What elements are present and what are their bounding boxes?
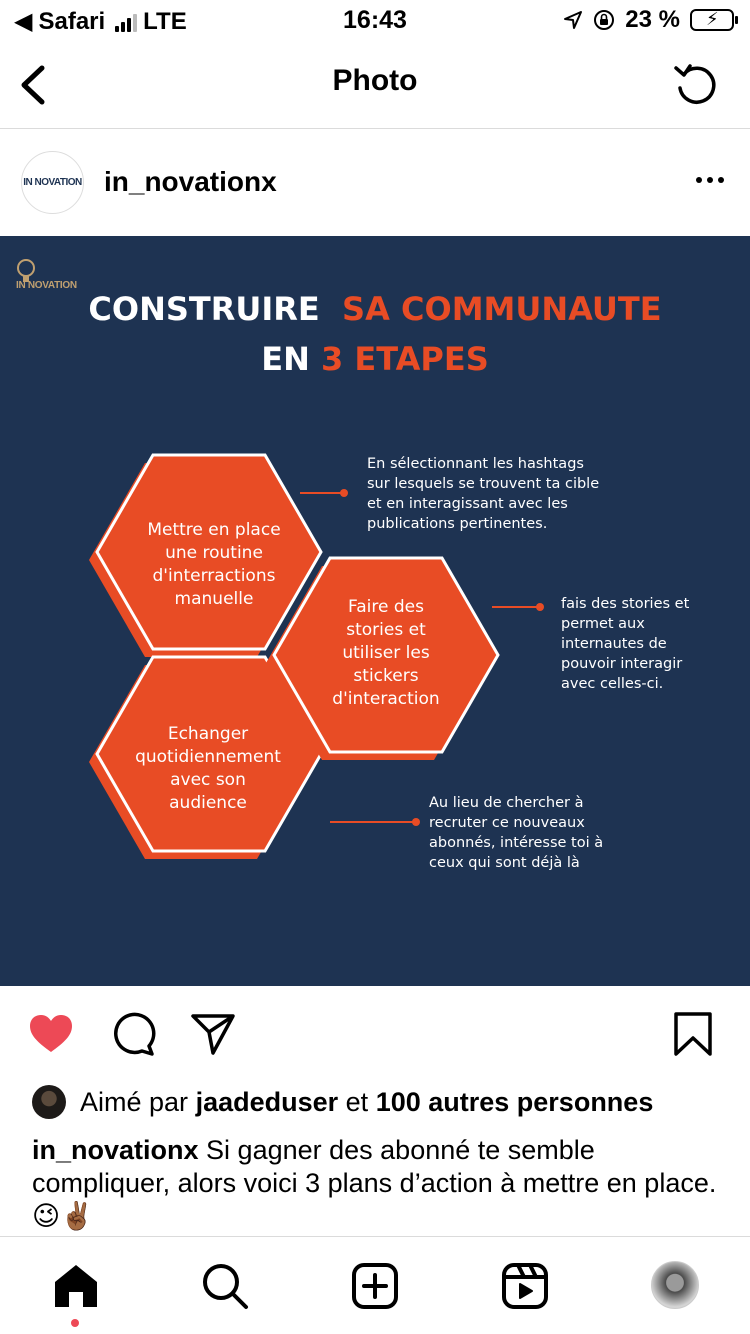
reels-icon bbox=[504, 1265, 546, 1307]
share-button[interactable] bbox=[189, 1010, 237, 1058]
note-line: pouvoir interagir bbox=[561, 656, 683, 672]
likes-summary[interactable] bbox=[32, 1082, 732, 1122]
tab-profile[interactable] bbox=[651, 1261, 699, 1309]
headline-part: 3 ETAPES bbox=[321, 340, 489, 378]
tab-reels[interactable] bbox=[500, 1261, 550, 1311]
step-line: une routine bbox=[165, 543, 263, 563]
note-line: En sélectionnant les hashtags bbox=[367, 456, 584, 472]
plus-square-icon bbox=[354, 1265, 396, 1307]
note-line: publications pertinentes. bbox=[367, 516, 548, 532]
refresh-button[interactable] bbox=[672, 60, 720, 108]
note-line: permet aux bbox=[561, 616, 645, 632]
bottom-tab-bar bbox=[0, 1236, 750, 1334]
home-notification-dot bbox=[71, 1319, 79, 1327]
caption-text: Si gagner des abonné te semble compliquer, alors voici 3 plans d’action à mettre en place.😉✌🏾 bbox=[32, 1135, 717, 1231]
network-label: LTE bbox=[143, 7, 187, 35]
note-line: internautes de bbox=[561, 636, 667, 652]
post-actions bbox=[0, 986, 750, 1078]
author-avatar[interactable] bbox=[21, 151, 84, 214]
step-1-text bbox=[114, 519, 314, 611]
step-3-text bbox=[108, 723, 308, 815]
note-line: sur lesquels se trouvent ta cible bbox=[367, 476, 600, 492]
step-line: d'interractions bbox=[152, 566, 276, 586]
save-button[interactable] bbox=[669, 1010, 717, 1058]
paper-plane-icon bbox=[193, 1016, 233, 1053]
likes-connector: et bbox=[345, 1086, 369, 1117]
step-line: Mettre en place bbox=[147, 520, 281, 540]
comment-icon bbox=[116, 1014, 154, 1054]
note-line: ceux qui sont déjà là bbox=[429, 855, 580, 871]
author-username[interactable]: in_novationx bbox=[104, 166, 277, 197]
note-line: Au lieu de chercher à bbox=[429, 795, 584, 811]
post-caption bbox=[32, 1134, 732, 1233]
orientation-lock-icon bbox=[593, 9, 615, 31]
step-3-note bbox=[429, 793, 603, 873]
refresh-icon bbox=[676, 66, 714, 102]
note-line: abonnés, intéresse toi à bbox=[429, 835, 604, 851]
status-right bbox=[563, 6, 734, 34]
avatar-logo-text: IN NOVATION bbox=[23, 177, 82, 188]
step-line: quotidiennement bbox=[135, 747, 281, 767]
tab-create[interactable] bbox=[350, 1261, 400, 1311]
step-line: stories et bbox=[346, 620, 426, 640]
step-1-note bbox=[367, 454, 599, 534]
note-line: et en interagissant avec les bbox=[367, 496, 568, 512]
liker-avatar bbox=[32, 1085, 66, 1119]
tab-home[interactable] bbox=[51, 1261, 101, 1311]
step-line: manuelle bbox=[174, 589, 254, 609]
page-title: Photo bbox=[332, 64, 418, 97]
note-line: avec celles-ci. bbox=[561, 676, 664, 692]
battery-percent: 23 % bbox=[625, 6, 680, 33]
status-time: 16:43 bbox=[343, 6, 407, 34]
step-line: d'interaction bbox=[332, 689, 440, 709]
like-button[interactable] bbox=[27, 1010, 75, 1058]
likes-count[interactable]: 100 autres personnes bbox=[375, 1086, 654, 1117]
more-dots-icon bbox=[696, 177, 702, 183]
step-2-text bbox=[286, 596, 486, 711]
search-icon bbox=[205, 1266, 246, 1307]
navigation-bar bbox=[0, 40, 750, 129]
connector-dot bbox=[412, 818, 420, 826]
tab-search[interactable] bbox=[200, 1261, 250, 1311]
note-line: recruter ce nouveaux bbox=[429, 815, 585, 831]
step-line: avec son bbox=[170, 770, 246, 790]
brand-text: IN NOVATION bbox=[16, 280, 77, 291]
comment-button[interactable] bbox=[108, 1010, 156, 1058]
caption-author[interactable]: in_novationx bbox=[32, 1135, 199, 1165]
step-line: audience bbox=[169, 793, 247, 813]
bookmark-icon bbox=[676, 1014, 710, 1054]
note-line: fais des stories et bbox=[561, 596, 690, 612]
back-to-app-icon: ◀ bbox=[14, 8, 33, 35]
headline-part: EN bbox=[261, 340, 310, 378]
status-bar bbox=[0, 0, 750, 40]
home-icon bbox=[55, 1265, 97, 1307]
liker-username[interactable]: jaadeduser bbox=[195, 1086, 339, 1117]
heart-icon bbox=[30, 1015, 72, 1052]
more-options-button[interactable] bbox=[696, 177, 724, 183]
step-line: Faire des bbox=[348, 597, 424, 617]
post-image[interactable] bbox=[0, 236, 750, 986]
step-line: stickers bbox=[353, 666, 419, 686]
step-2-note bbox=[561, 594, 689, 694]
connector-dot bbox=[536, 603, 544, 611]
step-line: utiliser les bbox=[342, 643, 430, 663]
battery-icon: ⚡ bbox=[690, 9, 734, 31]
headline-part: SA COMMUNAUTE bbox=[342, 290, 662, 328]
step-line: Echanger bbox=[167, 724, 249, 744]
likes-prefix: Aimé par bbox=[80, 1086, 189, 1117]
location-arrow-icon bbox=[563, 10, 583, 30]
back-app-label: Safari bbox=[38, 7, 106, 35]
connector-dot bbox=[340, 489, 348, 497]
post-header bbox=[0, 130, 750, 236]
headline-part: CONSTRUIRE bbox=[88, 290, 320, 328]
